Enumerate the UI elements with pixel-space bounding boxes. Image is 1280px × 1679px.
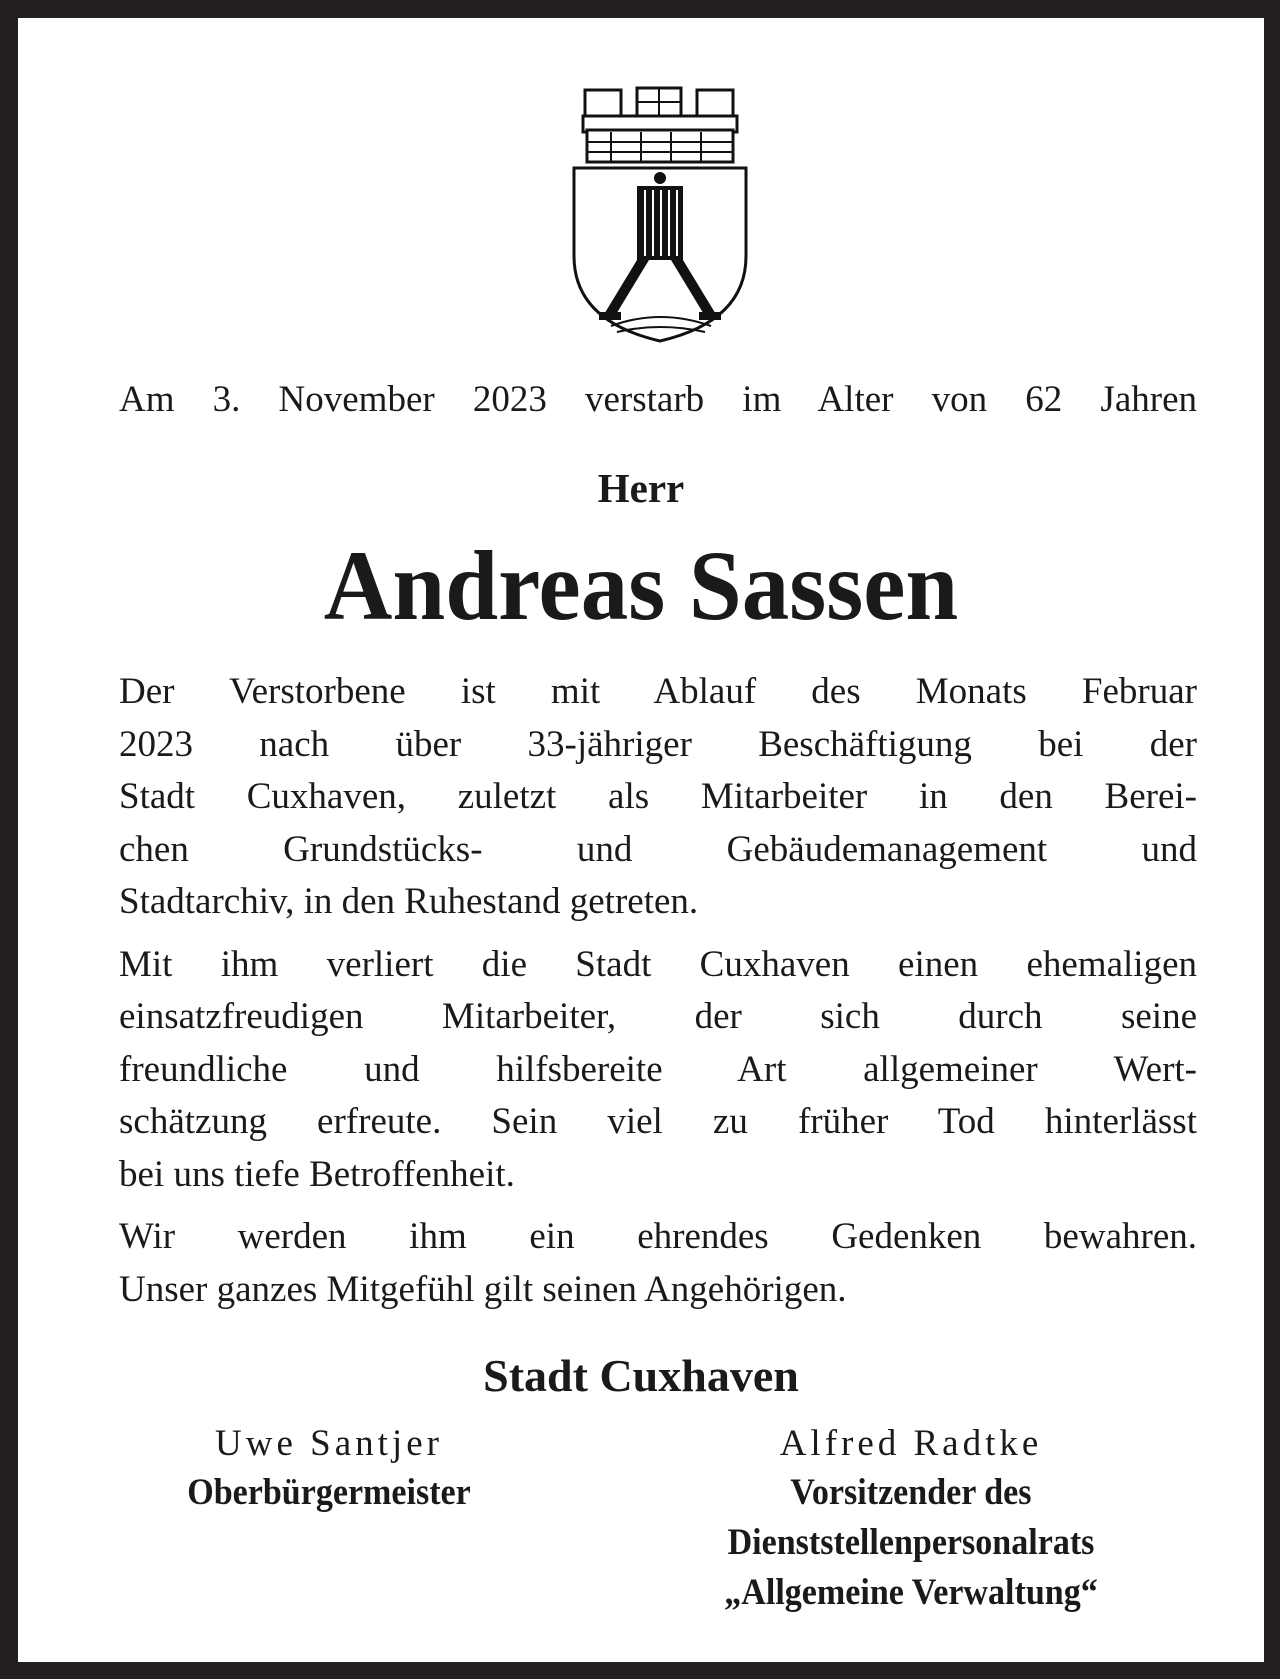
text-line: Unser ganzes Mitgefühl gilt seinen Angehörigen. [119,1268,847,1310]
text-line: bei uns tiefe Betroffenheit. [119,1153,515,1195]
signatory-name: Alfred Radtke [779,1423,1043,1464]
salutation: Herr [597,465,685,511]
signatory-right [631,1420,1191,1618]
text-line: einsatzfreudigen Mitarbeiter, der sich durch seine [119,996,1197,1037]
signatory-role: „Allgemeine Verwaltung“ [724,1572,1098,1613]
text-line: freundliche und hilfsbereite Art allgemeiner Wert- [119,1048,1197,1090]
signatory-name: Uwe Santjer [215,1423,443,1464]
death-announcement: Am 3. November 2023 verstarb im Alter von 62 Jahren [119,379,1197,420]
signatory-left [49,1420,609,1518]
signatory-role: Vorsitzender des [790,1472,1032,1513]
text-line: Stadt Cuxhaven, zuletzt als Mitarbeiter in den Berei- [119,776,1197,817]
obituary-notice [18,18,1264,1662]
coat-of-arms-icon [571,86,749,344]
paragraph [119,939,1197,1202]
text-line: Stadtarchiv, in den Ruhestand getreten. [119,881,699,922]
signatory-role: Dienststellenpersonalrats [727,1522,1095,1563]
obituary-body [119,666,1197,1326]
paragraph [119,1211,1197,1316]
text-line: schätzung erfreute. Sein viel zu früher Tod hinterlässt [119,1101,1197,1142]
text-line: Wir werden ihm ein ehrendes Gedenken bewahren. [119,1216,1197,1257]
deceased-name: Andreas Sassen [323,530,959,641]
organization-name: Stadt Cuxhaven [483,1350,799,1401]
signatory-role: Oberbürgermeister [187,1472,471,1513]
paragraph [119,666,1197,929]
text-line: 2023 nach über 33-jähriger Beschäftigung bei der [119,723,1197,765]
text-line: Mit ihm verliert die Stadt Cuxhaven einen ehemaligen [119,943,1197,985]
text-line: chen Grundstücks- und Gebäudemanagement und [119,828,1197,870]
text-line: Der Verstorbene ist mit Ablauf des Monats Februar [119,671,1197,712]
